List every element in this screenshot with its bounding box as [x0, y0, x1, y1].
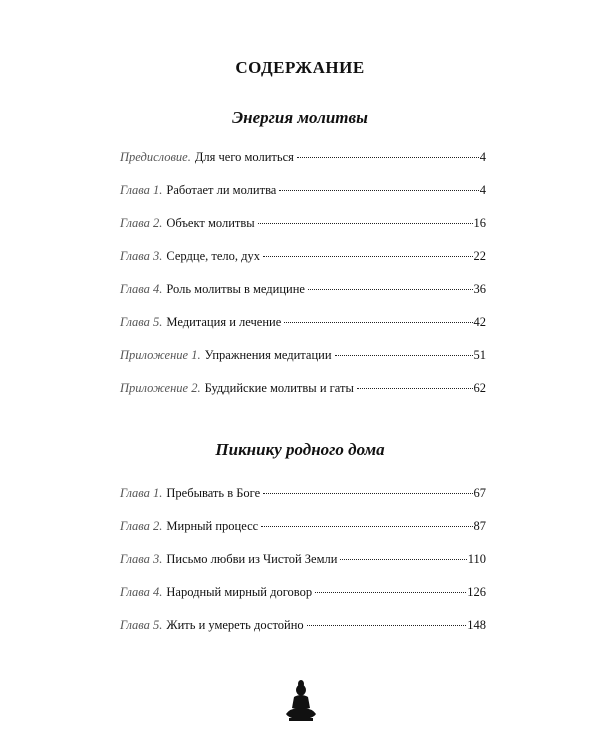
toc-entry-prefix: Глава 4. [120, 282, 163, 296]
toc-entry [120, 315, 486, 348]
toc-entry-title: Пребывать в Боге [166, 486, 261, 500]
dot-leader [297, 157, 479, 158]
toc-entry-page: 4 [479, 183, 486, 197]
toc-entry-page: 4 [479, 150, 486, 164]
toc-entry [120, 183, 486, 216]
toc-entry-page: 67 [473, 486, 486, 500]
toc-entry-title: Народный мирный договор [166, 585, 313, 599]
toc-entry [120, 249, 486, 282]
dot-leader [308, 289, 473, 290]
toc-entry-page: 62 [473, 381, 486, 395]
dot-leader [340, 559, 466, 560]
section-title-energy: Энергия молитвы [232, 108, 368, 127]
toc-entry-page: 126 [467, 585, 486, 599]
toc-entry-prefix: Предисловие. [120, 150, 191, 164]
toc-entry-prefix: Глава 1. [120, 183, 163, 197]
toc-entry-page: 36 [473, 282, 486, 296]
buddha-icon [283, 678, 319, 722]
dot-leader [315, 592, 466, 593]
toc-entry-title: Роль молитвы в медицине [166, 282, 305, 296]
toc-entry-prefix: Глава 1. [120, 486, 163, 500]
dot-leader [307, 625, 467, 626]
toc-entry-page: 22 [473, 249, 486, 263]
toc-entry-title: Буддийские молитвы и гаты [204, 381, 354, 395]
toc-entry-page: 51 [473, 348, 486, 362]
page-title: СОДЕРЖАНИЕ [235, 58, 365, 77]
toc-entry [120, 348, 486, 381]
toc-entry [120, 282, 486, 315]
dot-leader [261, 526, 472, 527]
dot-leader [357, 388, 473, 389]
dot-leader [263, 256, 473, 257]
toc-entry-title: Медитация и лечение [166, 315, 282, 329]
toc-entry-title: Для чего молиться [194, 150, 294, 164]
toc-entry-prefix: Глава 3. [120, 552, 163, 566]
toc-entry [120, 150, 486, 183]
toc-entry-title: Мирный процесс [166, 519, 259, 533]
toc-entry [120, 381, 486, 414]
toc-entry-prefix: Приложение 1. [120, 348, 201, 362]
toc-entry-prefix: Глава 5. [120, 315, 163, 329]
toc-entry-page: 110 [467, 552, 486, 566]
toc-entry-title: Письмо любви из Чистой Земли [166, 552, 338, 566]
toc-entry [120, 585, 486, 618]
section-title-picnic: Пикнику родного дома [215, 440, 385, 459]
toc-entry-title: Сердце, тело, дух [166, 249, 260, 263]
toc-entry [120, 519, 486, 552]
toc-entry-title: Упражнения медитации [204, 348, 332, 362]
toc-entry-prefix: Глава 2. [120, 519, 163, 533]
toc-list-energy [120, 150, 486, 414]
toc-entry [120, 216, 486, 249]
toc-entry [120, 552, 486, 585]
toc-entry-page: 42 [473, 315, 486, 329]
toc-entry-prefix: Глава 4. [120, 585, 163, 599]
toc-entry-prefix: Глава 2. [120, 216, 163, 230]
toc-entry-title: Жить и умереть достойно [166, 618, 304, 632]
toc-list-picnic [120, 486, 486, 651]
toc-entry-prefix: Глава 5. [120, 618, 163, 632]
toc-entry-prefix: Приложение 2. [120, 381, 201, 395]
dot-leader [279, 190, 478, 191]
toc-entry [120, 486, 486, 519]
dot-leader [335, 355, 473, 356]
dot-leader [258, 223, 473, 224]
toc-entry-page: 87 [473, 519, 486, 533]
toc-entry-prefix: Глава 3. [120, 249, 163, 263]
toc-entry [120, 618, 486, 651]
toc-entry-title: Объект молитвы [166, 216, 255, 230]
toc-entry-title: Работает ли молитва [166, 183, 277, 197]
dot-leader [284, 322, 472, 323]
dot-leader [263, 493, 472, 494]
toc-entry-page: 16 [473, 216, 486, 230]
toc-entry-page: 148 [467, 618, 486, 632]
